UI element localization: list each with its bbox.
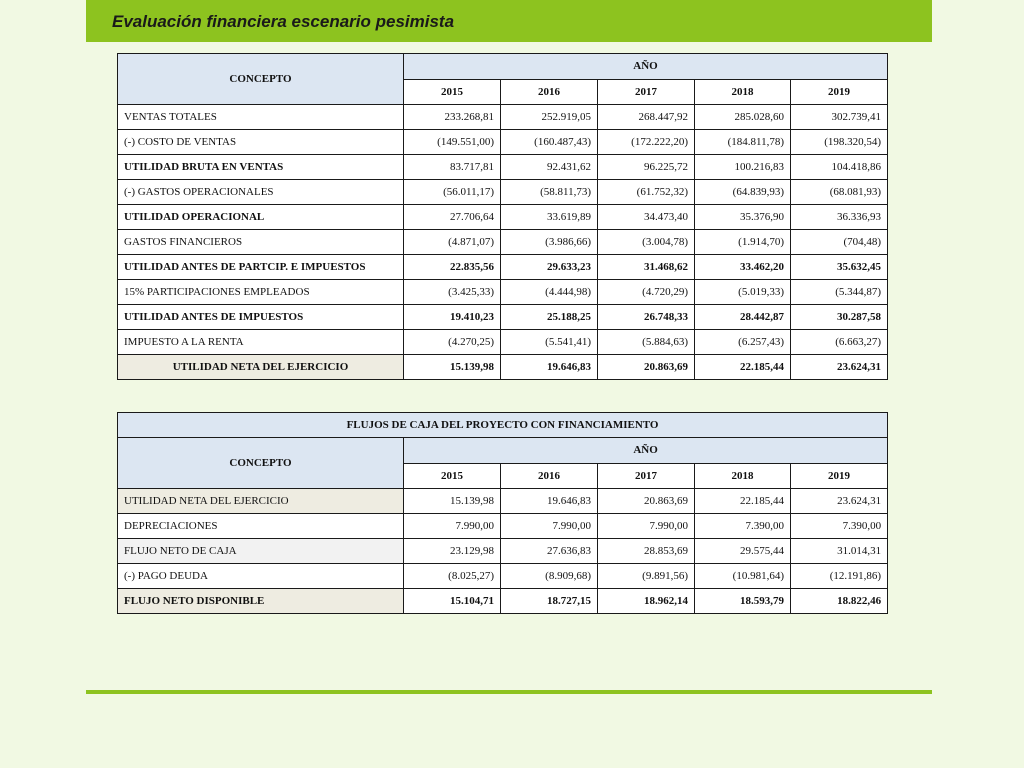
value-cell: 23.624,31 [791,355,888,380]
row-label: VENTAS TOTALES [118,105,404,130]
value-cell: 27.706,64 [404,205,501,230]
page-title: Evaluación financiera escenario pesimista [112,12,455,31]
value-cell: 28.442,87 [695,305,791,330]
value-cell: (4.871,07) [404,230,501,255]
value-cell: (1.914,70) [695,230,791,255]
value-cell: (6.663,27) [791,330,888,355]
value-cell: 7.390,00 [695,514,791,539]
row-label: FLUJO NETO DE CAJA [118,539,404,564]
footer-divider [86,690,932,694]
table-row [118,539,888,564]
value-cell: (184.811,78) [695,130,791,155]
year-cell: 2015 [404,463,501,489]
value-cell: (198.320,54) [791,130,888,155]
table-row [118,205,888,230]
value-cell: 27.636,83 [501,539,598,564]
value-cell: 285.028,60 [695,105,791,130]
value-cell: (68.081,93) [791,180,888,205]
row-label: UTILIDAD NETA DEL EJERCICIO [118,355,404,380]
row-label: UTILIDAD NETA DEL EJERCICIO [118,489,404,514]
value-cell: 18.822,46 [791,589,888,614]
row-label: (-) PAGO DEUDA [118,564,404,589]
year-header: AÑO [404,54,888,80]
value-cell: (3.986,66) [501,230,598,255]
title-bar [86,0,932,42]
value-cell: 96.225,72 [598,155,695,180]
value-cell: (704,48) [791,230,888,255]
value-cell: (3.425,33) [404,280,501,305]
table-row [118,305,888,330]
value-cell: (172.222,20) [598,130,695,155]
row-label: UTILIDAD ANTES DE PARTCIP. E IMPUESTOS [118,255,404,280]
value-cell: 18.593,79 [695,589,791,614]
table-row [118,105,888,130]
value-cell: 33.619,89 [501,205,598,230]
table-row [118,564,888,589]
value-cell: 19.410,23 [404,305,501,330]
row-label: UTILIDAD BRUTA EN VENTAS [118,155,404,180]
value-cell: (4.444,98) [501,280,598,305]
value-cell: 23.129,98 [404,539,501,564]
value-cell: 20.863,69 [598,355,695,380]
value-cell: (8.025,27) [404,564,501,589]
value-cell: 15.104,71 [404,589,501,614]
table-header-row [118,438,888,464]
value-cell: 29.633,23 [501,255,598,280]
table-row [118,280,888,305]
row-label: FLUJO NETO DISPONIBLE [118,589,404,614]
value-cell: 7.990,00 [501,514,598,539]
year-cell: 2018 [695,79,791,105]
value-cell: (10.981,64) [695,564,791,589]
table-row [118,330,888,355]
value-cell: (5.541,41) [501,330,598,355]
row-label: (-) COSTO DE VENTAS [118,130,404,155]
table-row [118,514,888,539]
cash-flow-table [117,412,888,614]
row-label: DEPRECIACIONES [118,514,404,539]
value-cell: 35.632,45 [791,255,888,280]
value-cell: (5.344,87) [791,280,888,305]
value-cell: 22.185,44 [695,489,791,514]
row-label: UTILIDAD ANTES DE IMPUESTOS [118,305,404,330]
table-row [118,130,888,155]
value-cell: 28.853,69 [598,539,695,564]
table-row [118,255,888,280]
value-cell: 83.717,81 [404,155,501,180]
table-row [118,230,888,255]
year-cell: 2016 [501,79,598,105]
value-cell: 35.376,90 [695,205,791,230]
value-cell: 233.268,81 [404,105,501,130]
value-cell: (8.909,68) [501,564,598,589]
value-cell: (64.839,93) [695,180,791,205]
value-cell: 22.835,56 [404,255,501,280]
value-cell: 100.216,83 [695,155,791,180]
row-label: GASTOS FINANCIEROS [118,230,404,255]
value-cell: (9.891,56) [598,564,695,589]
value-cell: (4.270,25) [404,330,501,355]
value-cell: 92.431,62 [501,155,598,180]
table-title-row [118,413,888,438]
value-cell: 302.739,41 [791,105,888,130]
concept-header: CONCEPTO [118,54,404,105]
table-row [118,489,888,514]
row-label: UTILIDAD OPERACIONAL [118,205,404,230]
value-cell: 31.468,62 [598,255,695,280]
value-cell: 30.287,58 [791,305,888,330]
value-cell: 26.748,33 [598,305,695,330]
table-row [118,180,888,205]
value-cell: (5.019,33) [695,280,791,305]
table-row [118,155,888,180]
value-cell: 34.473,40 [598,205,695,230]
value-cell: 18.727,15 [501,589,598,614]
value-cell: 104.418,86 [791,155,888,180]
value-cell: (5.884,63) [598,330,695,355]
value-cell: 15.139,98 [404,489,501,514]
value-cell: 19.646,83 [501,355,598,380]
year-cell: 2015 [404,79,501,105]
value-cell: 36.336,93 [791,205,888,230]
value-cell: 18.962,14 [598,589,695,614]
value-cell: 22.185,44 [695,355,791,380]
row-label: IMPUESTO A LA RENTA [118,330,404,355]
concept-header: CONCEPTO [118,438,404,489]
table-row [118,355,888,380]
row-label: (-) GASTOS OPERACIONALES [118,180,404,205]
value-cell: (58.811,73) [501,180,598,205]
year-cell: 2018 [695,463,791,489]
year-header: AÑO [404,438,888,464]
year-cell: 2017 [598,463,695,489]
row-label: 15% PARTICIPACIONES EMPLEADOS [118,280,404,305]
value-cell: 23.624,31 [791,489,888,514]
value-cell: 15.139,98 [404,355,501,380]
value-cell: 7.390,00 [791,514,888,539]
value-cell: (149.551,00) [404,130,501,155]
year-cell: 2017 [598,79,695,105]
value-cell: (4.720,29) [598,280,695,305]
value-cell: (3.004,78) [598,230,695,255]
income-statement-table [117,53,888,380]
year-cell: 2019 [791,463,888,489]
value-cell: 31.014,31 [791,539,888,564]
value-cell: (56.011,17) [404,180,501,205]
table-row [118,589,888,614]
value-cell: 252.919,05 [501,105,598,130]
value-cell: (6.257,43) [695,330,791,355]
table-title: FLUJOS DE CAJA DEL PROYECTO CON FINANCIAMIENTO [118,413,888,438]
value-cell: 33.462,20 [695,255,791,280]
value-cell: 19.646,83 [501,489,598,514]
value-cell: 268.447,92 [598,105,695,130]
value-cell: (160.487,43) [501,130,598,155]
year-cell: 2019 [791,79,888,105]
value-cell: 29.575,44 [695,539,791,564]
table-header-row [118,54,888,80]
value-cell: 7.990,00 [598,514,695,539]
value-cell: 25.188,25 [501,305,598,330]
year-cell: 2016 [501,463,598,489]
value-cell: 7.990,00 [404,514,501,539]
value-cell: 20.863,69 [598,489,695,514]
value-cell: (12.191,86) [791,564,888,589]
value-cell: (61.752,32) [598,180,695,205]
